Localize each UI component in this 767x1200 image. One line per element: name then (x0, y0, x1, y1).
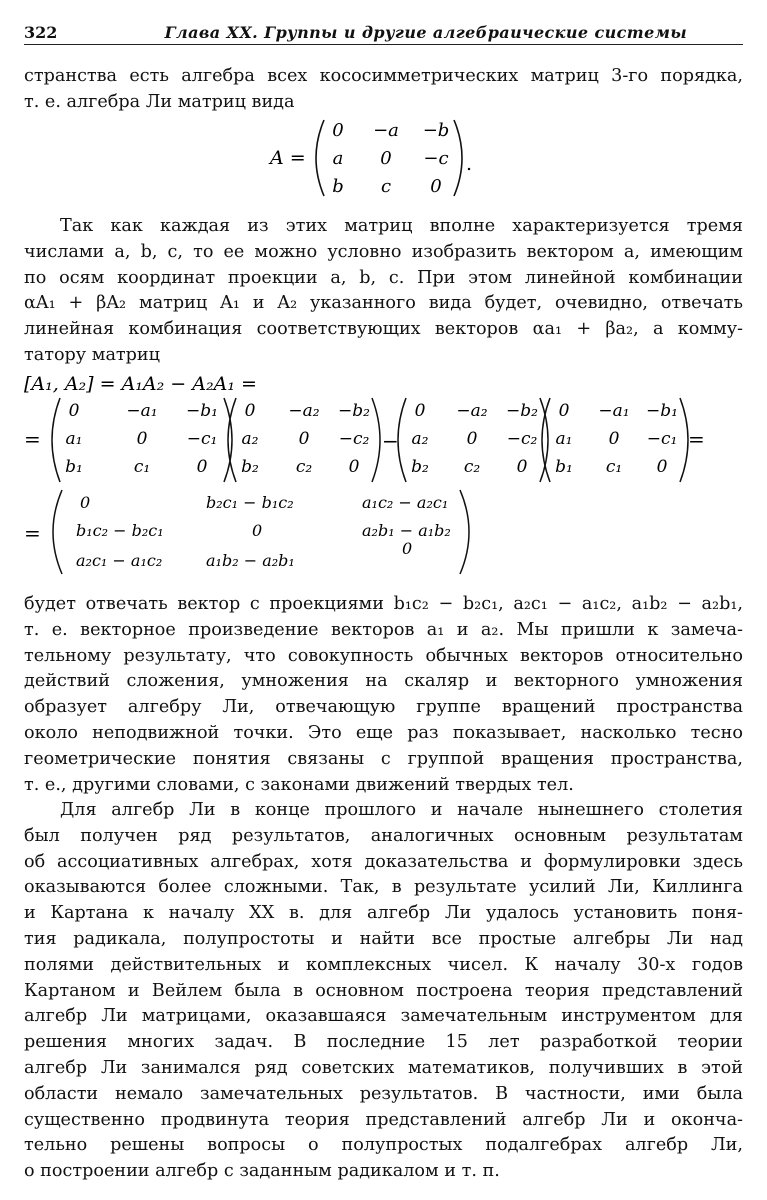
text-line: и Картана к началу XX в. для алгебр Ли удалось установить поня- (24, 903, 743, 924)
matrix-a1-second (542, 398, 688, 482)
matrix-cell: b₁c₂ − b₂c₁ (76, 521, 164, 540)
commutator-formula (20, 368, 740, 583)
matrix-cell: 0 (430, 176, 442, 197)
running-title: Глава XX. Группы и другие алгебраические системы (164, 22, 687, 42)
matrix-cell: 0 (558, 401, 570, 421)
matrix-cell: a₂b₁ − a₁b₂ (362, 521, 451, 540)
matrix-cell: c (380, 176, 392, 197)
text-line: о построении алгебр с заданным радикалом и т. п. (24, 1161, 500, 1182)
matrix-cell: −b₂ (506, 401, 538, 421)
matrix-cell: −b₂ (338, 401, 370, 421)
text-line: числами a, b, c, то ее можно условно изобразить вектором a, имеющим (24, 241, 743, 262)
paragraph-intro (24, 64, 743, 116)
result-matrix (53, 490, 469, 574)
matrix-cell: 0 (656, 457, 668, 477)
matrix-cell: 0 (68, 401, 80, 421)
matrix-cell: c₂ (463, 457, 481, 477)
matrix-cell: 0 (80, 493, 91, 512)
text-line: существенно продвинута теория представлений алгебр Ли и оконча- (24, 1109, 743, 1130)
text-line: оказываются более сложными. Так, в результате усилий Ли, Киллинга (24, 877, 743, 898)
matrix-cell: 0 (402, 539, 413, 558)
matrix-cell: 0 (516, 457, 528, 477)
matrix-cell: −a₁ (598, 401, 630, 421)
text-line: т. е. алгебра Ли матриц вида (24, 91, 295, 112)
text-line: образует алгебру Ли, отвечающую группе вращений пространства (24, 697, 743, 718)
matrix-cell: a₁ (555, 429, 573, 449)
matrix-cell: b₁ (65, 457, 83, 477)
text-line: решения многих задач. В последние 15 лет разработкой теории (24, 1032, 743, 1053)
matrix-cell: −b (422, 120, 450, 141)
text-line: алгебр Ли матрицами, оказавшаяся замечательным инструментом для (24, 1006, 743, 1027)
equals-sign: = (688, 427, 705, 451)
text-line: около неподвижной точки. Это еще раз показывает, насколько тесно (24, 722, 743, 743)
text-line: алгебр Ли занимался ряд советских математиков, получивших в этой (24, 1057, 743, 1078)
matrix-cell: −c₂ (506, 429, 538, 449)
matrix-cell: b₂c₁ − b₁c₂ (206, 493, 294, 512)
text-line: области немало замечательных результатов. В частности, ими была (24, 1083, 743, 1104)
text-line: будет отвечать вектор с проекциями b₁c₂ − b₂c₁, a₂c₁ − a₁c₂, a₁b₂ − a₂b₁, (24, 594, 743, 614)
matrix-a-formula (262, 114, 482, 202)
minus-sign: − (382, 429, 399, 453)
text-line: действий сложения, умножения на скаляр и векторного умножения (24, 671, 743, 692)
text-line: тельному результату, что совокупность обычных векторов относительно (24, 645, 743, 666)
matrix-cell: a₁ (65, 429, 83, 449)
matrix-cell: c₁ (133, 457, 151, 477)
period: . (466, 153, 473, 175)
text-line: татору матриц (24, 344, 160, 365)
matrix-cell: −b₁ (186, 401, 218, 421)
text-line: Так как каждая из этих матриц вполне характеризуется тремя (60, 216, 743, 236)
commutator-line: [A₁, A₂] = A₁A₂ − A₂A₁ = (24, 373, 257, 395)
text-line: тия радикала, полупростоты и найти все простые алгебры Ли над (24, 928, 743, 949)
matrix-a2-second (398, 398, 548, 482)
paragraph-lie-history (24, 798, 743, 1185)
equals-sign: = (24, 521, 41, 545)
text-line: т. е. векторное произведение векторов a₁ и a₂. Мы пришли к замеча- (24, 619, 743, 640)
text-line: Картаном и Вейлем была в основном построена теория представлений (24, 980, 743, 1001)
matrix-cell: a₂c₁ − a₁c₂ (76, 551, 163, 570)
equals-sign: = (24, 427, 41, 451)
matrix-cell: −c₂ (338, 429, 370, 449)
text-line: тельно решены вопросы о полупростых подалгебрах алгебр Ли, (24, 1135, 743, 1156)
matrix-cell: −c (423, 148, 449, 169)
matrix-cell: −b₁ (646, 401, 678, 421)
matrix-a-label: A = (270, 147, 306, 169)
right-paren (454, 120, 462, 196)
text-line: αA₁ + βA₂ матриц A₁ и A₂ указанного вида будет, очевидно, отвечать (24, 293, 743, 314)
matrix-cell: a₂ (411, 429, 429, 449)
text-line: т. е., другими словами, с законами движений твердых тел. (24, 774, 574, 795)
matrix-cell: c₂ (295, 457, 313, 477)
matrix-cell: a (332, 148, 344, 169)
matrix-cell: b₂ (241, 457, 259, 477)
matrix-a2-first (228, 398, 380, 482)
matrix-cell: 0 (244, 401, 256, 421)
matrix-cell: 0 (298, 429, 310, 449)
matrix-cell: −a₂ (456, 401, 488, 421)
matrix-a1-first (52, 398, 232, 482)
paragraph-vector-representation (24, 214, 743, 369)
matrix-cell: b₂ (411, 457, 429, 477)
text-line: странства есть алгебра всех кососимметрических матриц 3-го порядка, (24, 66, 743, 86)
matrix-cell: 0 (466, 429, 478, 449)
text-line: был получен ряд результатов, аналогичных основным результатам (24, 825, 743, 846)
matrix-cell: 0 (332, 120, 344, 141)
text-line: линейная комбинация соответствующих векторов αa₁ + βa₂, а комму- (24, 319, 743, 340)
matrix-cell: −a₂ (288, 401, 320, 421)
matrix-cell: a₁c₂ − a₂c₁ (362, 493, 449, 512)
paragraph-cross-product (24, 592, 743, 798)
matrix-cell: c₁ (605, 457, 623, 477)
left-paren (316, 120, 324, 196)
matrix-cell: 0 (196, 457, 208, 477)
matrix-cell: a₂ (241, 429, 259, 449)
matrix-cell: 0 (380, 148, 392, 169)
page-number: 322 (24, 22, 58, 42)
matrix-cell: 0 (414, 401, 426, 421)
matrix-cell: 0 (136, 429, 148, 449)
matrix-cell: 0 (608, 429, 620, 449)
matrix-cell: −a (373, 120, 399, 141)
matrix-cell: −c₁ (646, 429, 678, 449)
text-line: полями действительных и комплексных чисел. К началу 30-х годов (24, 954, 743, 975)
matrix-cell: b₁ (555, 457, 573, 477)
matrix-cell: 0 (348, 457, 360, 477)
page-header (24, 20, 743, 45)
matrix-cell: 0 (252, 521, 263, 540)
text-line: по осям координат проекции a, b, c. При этом линейной комбинации (24, 267, 743, 288)
matrix-cell: −a₁ (126, 401, 158, 421)
text-line: геометрические понятия связаны с группой вращения пространства, (24, 748, 743, 769)
text-line: об ассоциативных алгебрах, хотя доказательства и формулировки здесь (24, 851, 743, 872)
matrix-cell: −c₁ (186, 429, 218, 449)
text-line: Для алгебр Ли в конце прошлого и начале нынешнего столетия (60, 800, 743, 820)
matrix-cell: a₁b₂ − a₂b₁ (206, 551, 295, 570)
matrix-cell: b (332, 176, 344, 197)
